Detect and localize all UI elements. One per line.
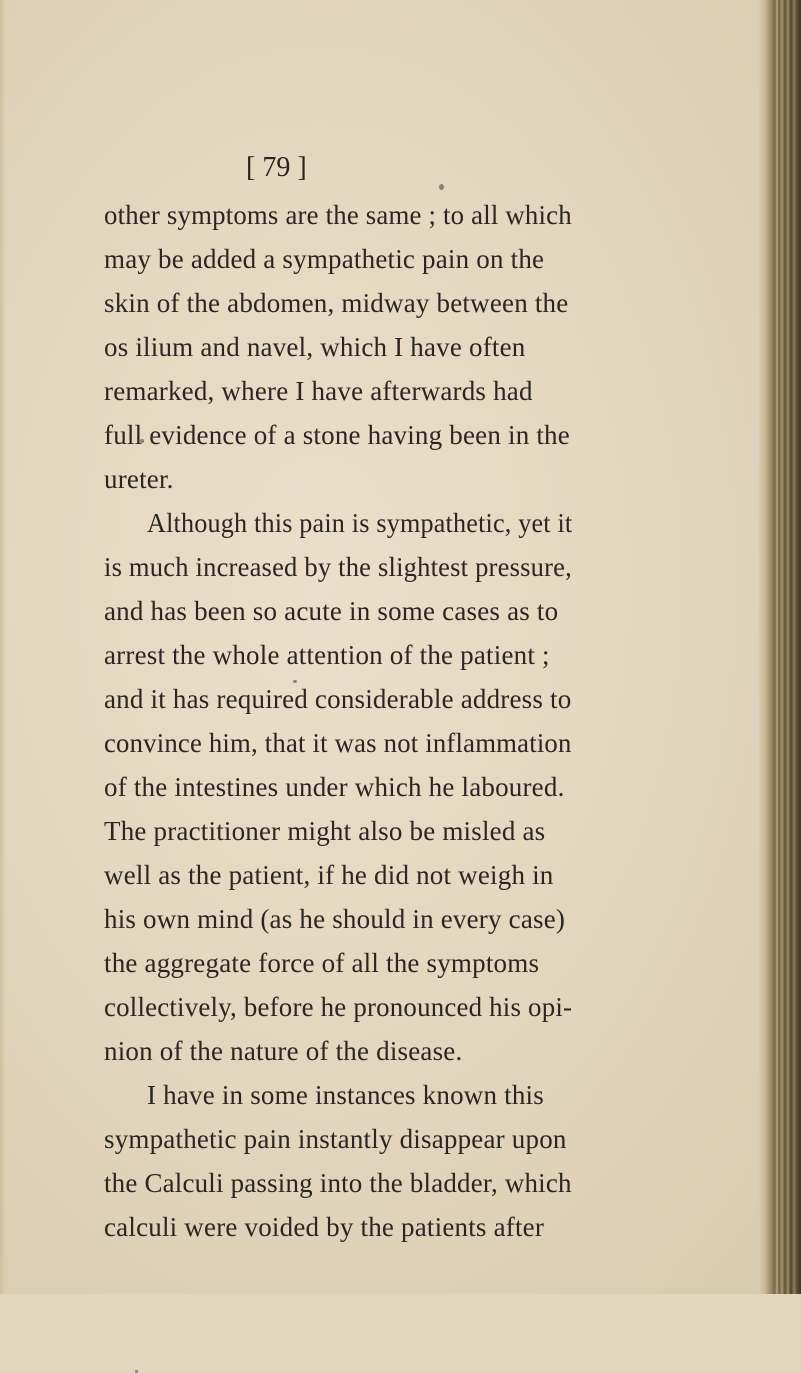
text-line: may be added a sympathetic pain on the xyxy=(104,244,545,274)
text-line: his own mind (as he should in every case) xyxy=(104,904,566,934)
text-line: arrest the whole attention of the patient ; xyxy=(104,640,550,670)
text-line: ureter. xyxy=(104,464,174,494)
text-line: is much increased by the slightest pressure, xyxy=(104,552,572,582)
text-line: and has been so acute in some cases as to xyxy=(104,596,559,626)
text-line: skin of the abdomen, midway between the xyxy=(104,288,569,318)
ink-fleck xyxy=(439,184,444,190)
text-line: collectively, before he pronounced his opi- xyxy=(104,992,573,1022)
text-line: Although this pain is sympathetic, yet it xyxy=(147,508,573,538)
text-line: and it has required considerable address to xyxy=(104,684,572,714)
page-number: [ 79 ] xyxy=(246,152,307,183)
text-line: I have in some instances known this xyxy=(147,1080,544,1110)
text-line: well as the patient, if he did not weigh in xyxy=(104,860,554,890)
text-line: the aggregate force of all the symptoms xyxy=(104,948,540,978)
text-line: remarked, where I have afterwards had xyxy=(104,376,533,406)
text-line: nion of the nature of the disease. xyxy=(104,1036,463,1066)
text-line: other symptoms are the same ; to all which xyxy=(104,200,572,230)
text-line: sympathetic pain instantly disappear upon xyxy=(104,1124,567,1154)
text-line: convince him, that it was not inflammation xyxy=(104,728,572,758)
text-line: full evidence of a stone having been in the xyxy=(104,420,570,450)
text-line: the Calculi passing into the bladder, which xyxy=(104,1168,572,1198)
text-line: calculi were voided by the patients after xyxy=(104,1212,545,1242)
text-line: The practitioner might also be misled as xyxy=(104,816,546,846)
text-line: of the intestines under which he laboured. xyxy=(104,772,565,802)
page-left-edge xyxy=(0,0,6,1294)
text-line: os ilium and navel, which I have often xyxy=(104,332,526,362)
book-binding-gutter xyxy=(759,0,801,1294)
